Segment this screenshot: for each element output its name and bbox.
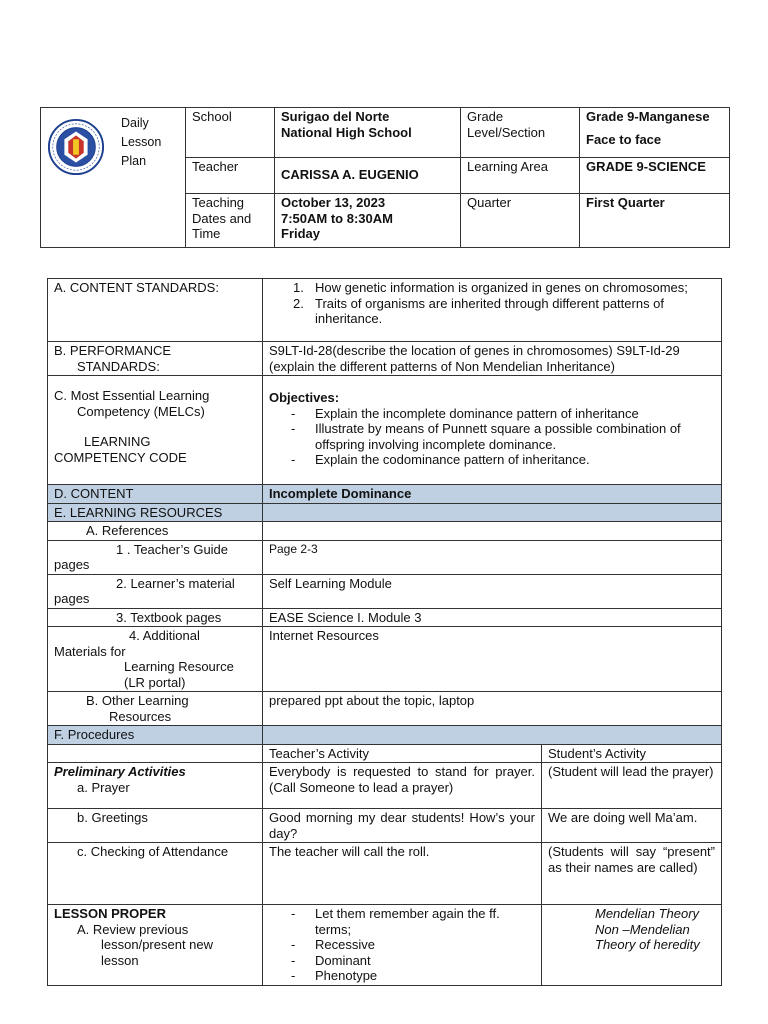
greetings-student: We are doing well Ma’am. [542,809,722,843]
deped-seal-icon [47,118,105,176]
performance-standards-row [48,342,722,376]
lesson-plan-table [47,278,722,986]
references-row [48,522,722,541]
melc-value [263,376,722,485]
list-item: - Explain the codominance pattern of inheritance. [269,452,715,468]
melc-row [48,376,722,485]
grade-value: Grade 9-Manganese Face to face [580,108,730,158]
other-resources-value: prepared ppt about the topic, laptop [263,692,722,726]
grade-label: Grade Level/Section [461,108,580,158]
learners-material-label: 2. Learner’s material pages [48,574,263,608]
prayer-teacher: Everybody is requested to stand for prayer. (Call Someone to lead a prayer) [263,763,542,809]
list-item: - Phenotype [269,968,535,984]
area-label: Learning Area [461,158,580,194]
performance-standards-label: B. PERFORMANCE STANDARDS: [48,342,263,376]
teachers-guide-value: Page 2-3 [263,540,722,574]
additional-materials-value: Internet Resources [263,627,722,692]
prayer-row [48,763,722,809]
teacher-value: CARISSA A. EUGENIO [275,158,461,194]
additional-materials-row [48,627,722,692]
textbook-label: 3. Textbook pages [48,608,263,627]
attendance-student: (Students will say “present” as their names are called) [542,843,722,905]
content-standards-row [48,279,722,342]
dates-value: October 13, 2023 7:50AM to 8:30AM Friday [275,194,461,248]
preliminary-activities-label: Preliminary Activities [54,764,186,779]
review-teacher [263,905,542,986]
learners-material-row [48,574,722,608]
greetings-teacher: Good morning my dear students! How’s your day? [263,809,542,843]
teacher-label: Teacher [186,158,275,194]
content-value: Incomplete Dominance [263,485,722,504]
melc-label: C. Most Essential Learning Competency (MELCs) LEARNING COMPETENCY CODE [48,376,263,485]
content-standards-label: A. CONTENT STANDARDS: [48,279,263,342]
lesson-proper-row [48,905,722,986]
teacher-activity-header: Teacher’s Activity [263,744,542,763]
greetings-label: b. Greetings [48,809,263,843]
list-item: - Recessive [269,937,535,953]
teachers-guide-row [48,540,722,574]
content-row [48,485,722,504]
procedures-row [48,726,722,745]
student-activity-header: Student’s Activity [542,744,722,763]
prayer-label: Preliminary Activities a. Prayer [48,763,263,809]
references-label: A. References [48,522,263,541]
prayer-student: (Student will lead the prayer) [542,763,722,809]
school-value: Surigao del Norte National High School [275,108,461,158]
school-label: School [186,108,275,158]
procedures-label: F. Procedures [48,726,263,745]
area-value: GRADE 9-SCIENCE [580,158,730,194]
lesson-proper-label: LESSON PROPER A. Review previous lesson/present new lesson [48,905,263,986]
performance-standards-value: S9LT-Id-28(describe the location of genes in chromosomes) S9LT-Id-29 (explain the different patterns of Non Mendelian Inheritance) [263,342,722,376]
learners-material-value: Self Learning Module [263,574,722,608]
quarter-label: Quarter [461,194,580,248]
learning-resources-row [48,503,722,522]
list-item: - Dominant [269,953,535,969]
objectives-label: Objectives: [269,390,340,405]
dll-title-line: Daily [121,116,149,130]
list-item: - Let them remember again the ff. terms; [269,906,535,937]
teachers-guide-label: 1 . Teacher’s Guide pages [48,540,263,574]
logo-cell [41,108,186,248]
content-standards-value [263,279,722,342]
activity-header-row [48,744,722,763]
review-student: Mendelian Theory Non –Mendelian Theory of heredity [542,905,722,986]
other-resources-label: B. Other Learning Resources [48,692,263,726]
dates-label: Teaching Dates and Time [186,194,275,248]
dll-title-line: Lesson [121,135,162,149]
list-item: - Explain the incomplete dominance pattern of inheritance [269,406,715,422]
attendance-teacher: The teacher will call the roll. [263,843,542,905]
quarter-value: First Quarter [580,194,730,248]
dll-title-line: Plan [121,154,147,168]
attendance-label: c. Checking of Attendance [48,843,263,905]
textbook-value: EASE Science I. Module 3 [263,608,722,627]
modality: Face to face [586,131,662,147]
attendance-row [48,843,722,905]
list-item: 1. How genetic information is organized in genes on chromosomes; [293,280,688,295]
other-resources-row [48,692,722,726]
list-item: 2. Traits of organisms are inherited through different patterns of inheritance. [293,295,665,326]
content-label: D. CONTENT [48,485,263,504]
list-item: - Illustrate by means of Punnett square a possible combination of offspring involving incomplete dominance. [269,421,715,452]
learning-resources-label: E. LEARNING RESOURCES [48,503,263,522]
additional-materials-label: 4. Additional Materials for Learning Resource (LR portal) [48,627,263,692]
header-table [40,107,730,248]
textbook-row [48,608,722,627]
greetings-row [48,809,722,843]
